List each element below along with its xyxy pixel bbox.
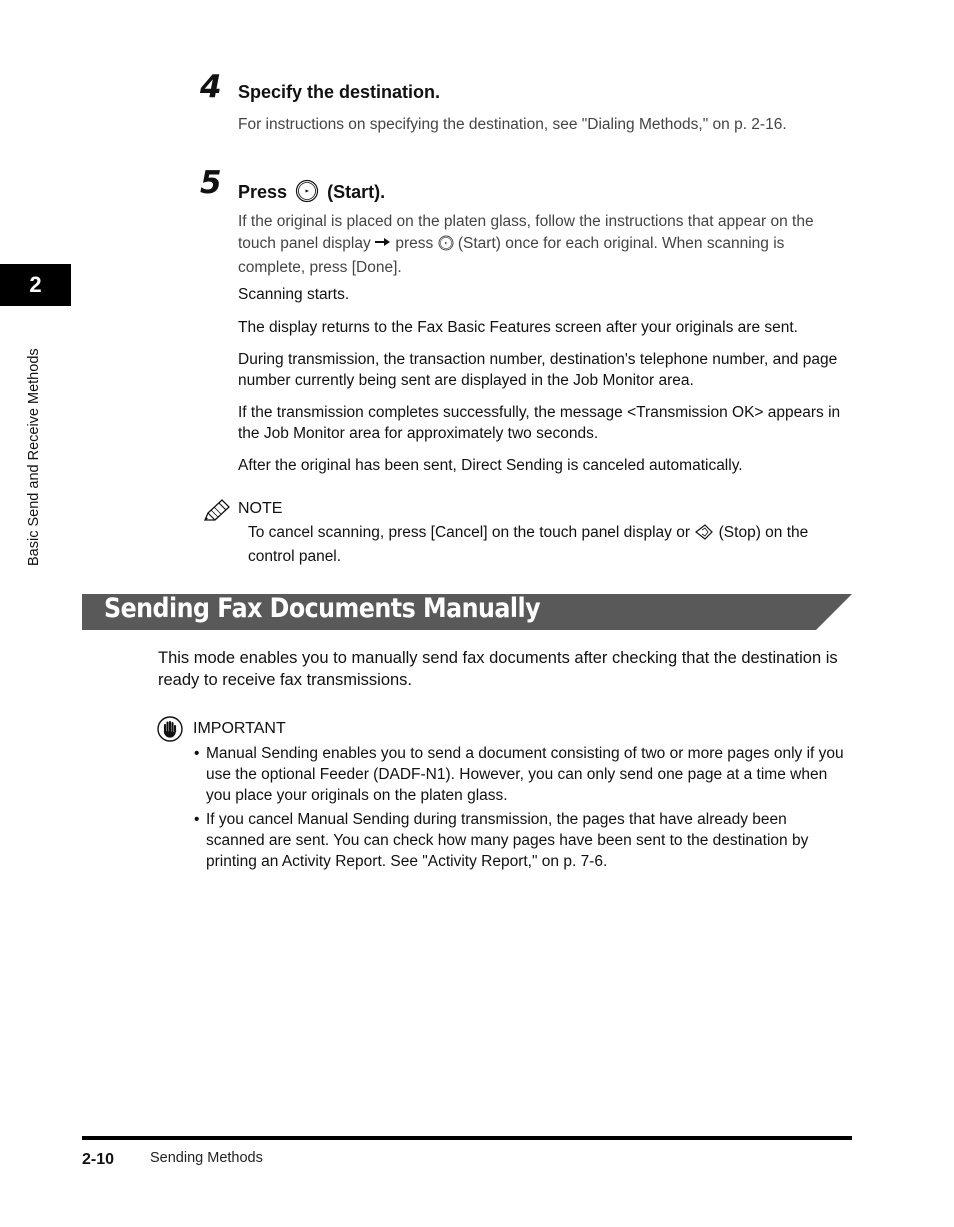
footer-rule [82,1136,852,1140]
step-5-paragraph: Scanning starts. [238,286,350,303]
footer-section-label: Sending Methods [150,1150,263,1166]
step-5-instructions [238,211,852,278]
pencil-note-icon [202,498,232,529]
step-5-paragraph: The display returns to the Fax Basic Features screen after your originals are sent. [238,319,798,336]
section-title: Sending Fax Documents Manually [104,593,541,624]
step-5-paragraph: After the original has been sent, Direct Sending is canceled automatically. [238,457,743,474]
note-text-a: To cancel scanning, press [Cancel] on the touch panel display or [248,524,691,541]
step-5-title [238,179,385,206]
step-5-text-a: If the original is placed on the platen glass, follow the instructions that appear on the touch panel display [238,213,814,252]
page-number: 2-10 [82,1151,115,1168]
note-label: NOTE [238,500,283,517]
step-5-text-b: press [395,235,434,252]
step-5-title-prefix: Press [238,182,288,202]
step-4-text: For instructions on specifying the destination, see "Dialing Methods," on p. 2-16. [238,116,787,133]
step-4-number: 4 [200,69,222,105]
important-label: IMPORTANT [193,720,286,737]
important-item: • Manual Sending enables you to send a document consisting of two or more pages only if you use the optional Feeder (DADF-N1). However, you can only send one page at a time when you place your originals on the platen glass. [194,743,849,806]
hand-stop-icon [157,716,183,747]
important-item: • If you cancel Manual Sending during transmission, the pages that have already been scanned are sent. You can check how many pages have been sent to the destination by printing an Activity Report. See "Activity Report," on p. 7-6. [194,809,849,872]
note-text [248,522,852,567]
step-5-paragraph: During transmission, the transaction number, destination's telephone number, and page number currently being sent are displayed in the Job Monitor area. [238,351,838,389]
chapter-tab: 2 [0,264,71,306]
important-list [194,743,849,875]
step-5-text-c: (Start) once for each original. When scanning is complete, press [Done]. [238,235,785,276]
chapter-side-label: Basic Send and Receive Methods [26,348,42,566]
arrow-right-icon [375,232,391,253]
step-5-number: 5 [200,165,222,201]
start-key-icon [295,179,319,206]
stop-key-icon [694,524,714,546]
note-text-b: (Stop) on the control panel. [248,524,809,565]
step-5-title-suffix: (Start). [327,182,386,202]
section-intro: This mode enables you to manually send fax documents after checking that the destination is ready to receive fax transmissions. [158,649,838,689]
step-4-title: Specify the destination. [238,82,441,102]
start-key-small-icon [438,235,454,257]
step-5-paragraph: If the transmission completes successfully, the message <Transmission OK> appears in the Job Monitor area for approximately two seconds. [238,404,841,442]
